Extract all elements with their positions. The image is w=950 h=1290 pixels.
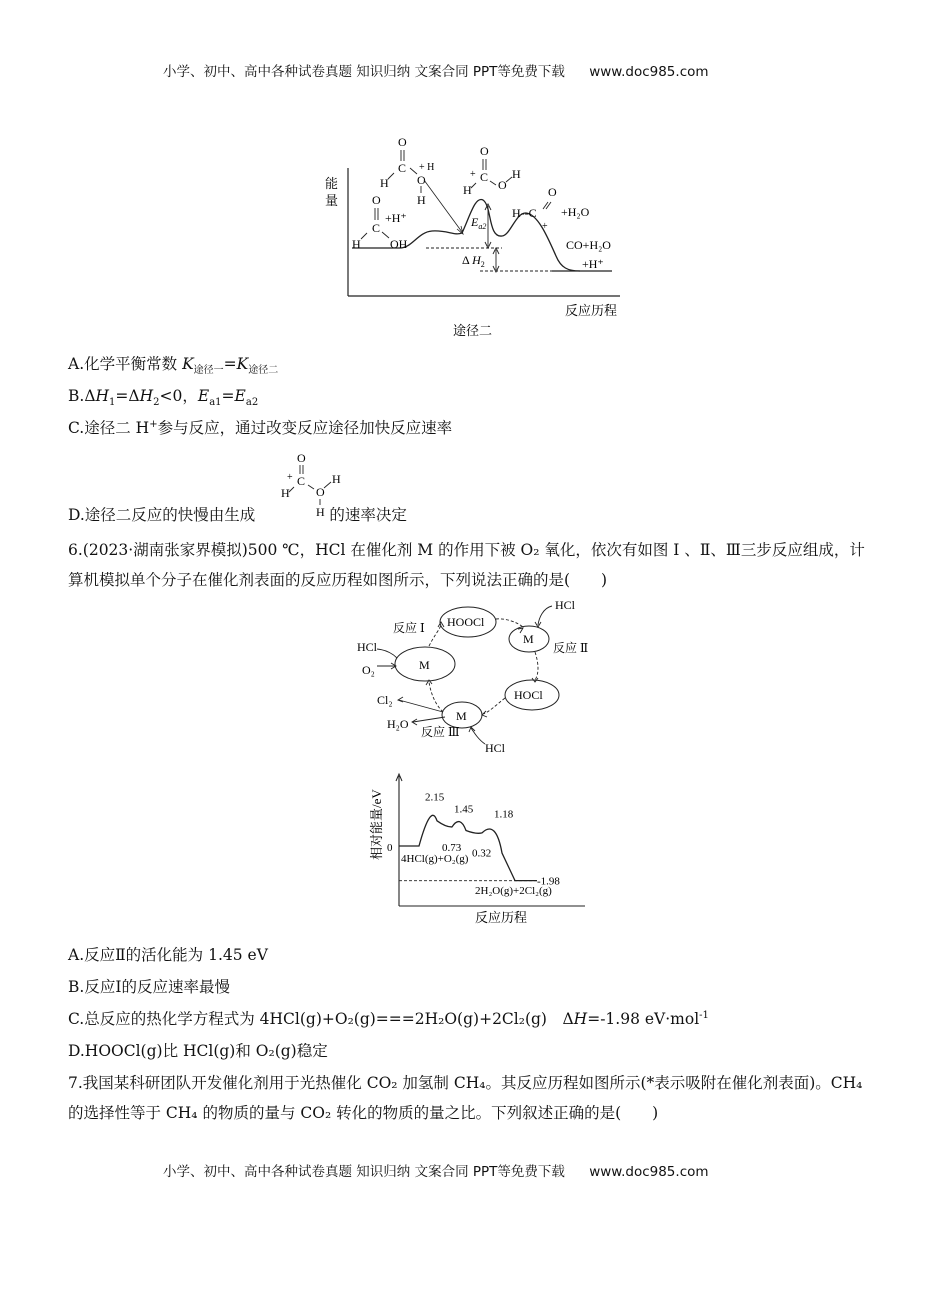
svg-text:O: O xyxy=(372,193,381,207)
reactant-structure xyxy=(352,193,408,251)
ts2-structure xyxy=(463,144,521,197)
header-left-text: 小学、初中、高中各种试卷真题 知识归纳 文案合同 PPT等免费下载 xyxy=(163,64,565,80)
svg-text:HOOCl: HOOCl xyxy=(447,615,485,629)
svg-text:H: H xyxy=(332,472,341,486)
q6-energy-chart xyxy=(355,768,595,928)
chart-zero-tick: 0 xyxy=(387,842,393,854)
q6-option-c: C.总反应的热化学方程式为 4HCl(g)+O₂(g)===2H₂O(g)+2Cl₂(g) ΔH=-1.98 eV·mol$^{-1}$ xyxy=(68,1009,709,1028)
svg-text:O: O xyxy=(548,185,557,199)
chart-value-label: 2.15 xyxy=(425,791,445,804)
chart-ylabel: 相对能量/eV xyxy=(369,789,384,860)
svg-text:Cl₂: Cl₂ xyxy=(377,693,393,707)
chart-value-label: 1.45 xyxy=(454,803,474,816)
footer-left-text: 小学、初中、高中各种试卷真题 知识归纳 文案合同 PPT等免费下载 xyxy=(163,1164,565,1180)
svg-text:H: H xyxy=(512,167,521,181)
svg-text:H--C: H--C xyxy=(512,206,537,220)
svg-text:O: O xyxy=(480,144,489,158)
chart-end-label: 2H₂O(g)+2Cl₂(g) xyxy=(475,885,552,897)
svg-text:+: + xyxy=(287,472,293,483)
header-url: www.doc985.com xyxy=(589,64,709,80)
footer-banner xyxy=(163,1160,709,1180)
q6-catalytic-cycle xyxy=(355,594,615,754)
svg-text:C: C xyxy=(398,161,407,175)
figure-caption: 途径二 xyxy=(453,323,493,338)
chart-value-label: 1.18 xyxy=(494,808,514,821)
svg-text:O: O xyxy=(417,173,426,187)
chart-value-label: 0.73 xyxy=(442,842,462,855)
svg-text:C: C xyxy=(297,474,306,488)
svg-text:+: + xyxy=(542,221,548,232)
q5-option-b: $B.\Delta H_1=\Delta H_2<0$，$E_{a1}=E_{a2}$ xyxy=(68,387,259,409)
dh2-label: Δ $H_2$ xyxy=(462,253,485,269)
ylabel-2: 量 xyxy=(325,193,339,208)
ea2-label: $E_{a2}$ xyxy=(471,215,487,231)
svg-text:反应 Ⅲ: 反应 Ⅲ xyxy=(421,725,460,739)
product-line2: +H⁺ xyxy=(582,257,604,271)
chart-start-label: 4HCl(g)+O₂(g) xyxy=(401,853,469,865)
svg-text:H₂O: H₂O xyxy=(387,717,409,731)
svg-text:OH: OH xyxy=(390,237,408,251)
footer-url: www.doc985.com xyxy=(589,1164,709,1180)
svg-text:反应 Ⅱ: 反应 Ⅱ xyxy=(553,641,589,655)
q7-stem: 7.我国某科研团队开发催化剂用于光热催化 CO₂ 加氢制 CH₄。其反应历程如图所示(*表示吸附在催化剂表面)。CH₄ 的选择性等于 CH₄ 的物质的量与 CO₂ 转化的物质的量之比。下列叙述正确的是( ) xyxy=(68,1074,863,1122)
svg-text:O: O xyxy=(297,451,306,465)
svg-text:HCl: HCl xyxy=(555,598,576,612)
energy-diagram-route2 xyxy=(320,128,650,343)
svg-text:M: M xyxy=(419,658,430,672)
svg-text:H: H xyxy=(380,176,389,190)
q5-option-d: D.途径二反应的快慢由生成 的速率决定 xyxy=(68,506,407,524)
svg-text:+H₂O: +H₂O xyxy=(561,205,590,219)
chart-value-label: -1.98 xyxy=(537,875,560,888)
svg-text:H: H xyxy=(316,505,325,518)
svg-text:H: H xyxy=(463,183,472,197)
intermediate3-structure xyxy=(512,185,590,232)
svg-text:O: O xyxy=(316,485,325,499)
q6-option-a: A.反应Ⅱ的活化能为 1.45 eV xyxy=(68,946,268,964)
svg-text:O₂: O₂ xyxy=(362,663,375,677)
svg-text:M: M xyxy=(456,709,467,723)
q6-stem: 6.(2023·湖南张家界模拟)500 ℃，HCl 在催化剂 M 的作用下被 O₂ 氧化，依次有如图 Ⅰ 、Ⅱ、Ⅲ三步反应组成，计算机模拟单个分子在催化剂表面的反应历程如图所示，下列说法正确的是( ) xyxy=(68,541,865,589)
svg-text:O: O xyxy=(398,135,407,149)
svg-text:C: C xyxy=(372,221,381,235)
svg-text:HOCl: HOCl xyxy=(514,688,543,702)
chart-energy-curve xyxy=(399,815,537,880)
svg-text:HCl: HCl xyxy=(485,741,506,754)
svg-text:+H⁺: +H⁺ xyxy=(385,211,407,225)
product-line1: CO+H₂O xyxy=(566,238,611,252)
svg-text:+ H: + H xyxy=(419,162,435,173)
q6-option-b: B.反应Ⅰ的反应速率最慢 xyxy=(68,978,230,996)
q6-option-d: D.HOOCl(g)比 HCl(g)和 O₂(g)稳定 xyxy=(68,1042,328,1060)
svg-text:H: H xyxy=(417,193,426,207)
svg-text:HCl: HCl xyxy=(357,640,378,654)
q5-option-c: C.途径二 H+参与反应，通过改变反应途径加快反应速率 xyxy=(68,418,453,437)
x-axis-label: 反应历程 xyxy=(565,303,618,318)
svg-text:O: O xyxy=(498,178,507,192)
chart-xlabel: 反应历程 xyxy=(475,910,528,925)
svg-text:H: H xyxy=(352,237,361,251)
chart-value-label: 0.32 xyxy=(472,847,492,860)
svg-text:C: C xyxy=(480,170,489,184)
svg-text:M: M xyxy=(523,632,534,646)
svg-text:+: + xyxy=(470,169,476,180)
header-banner xyxy=(163,60,709,80)
ylabel-1: 能 xyxy=(325,176,339,191)
q5-option-a: A.化学平衡常数 $K_{途径一}=K_{途径二}$ xyxy=(68,355,279,377)
svg-text:H: H xyxy=(281,486,290,500)
svg-text:反应 Ⅰ: 反应 Ⅰ xyxy=(393,621,425,635)
